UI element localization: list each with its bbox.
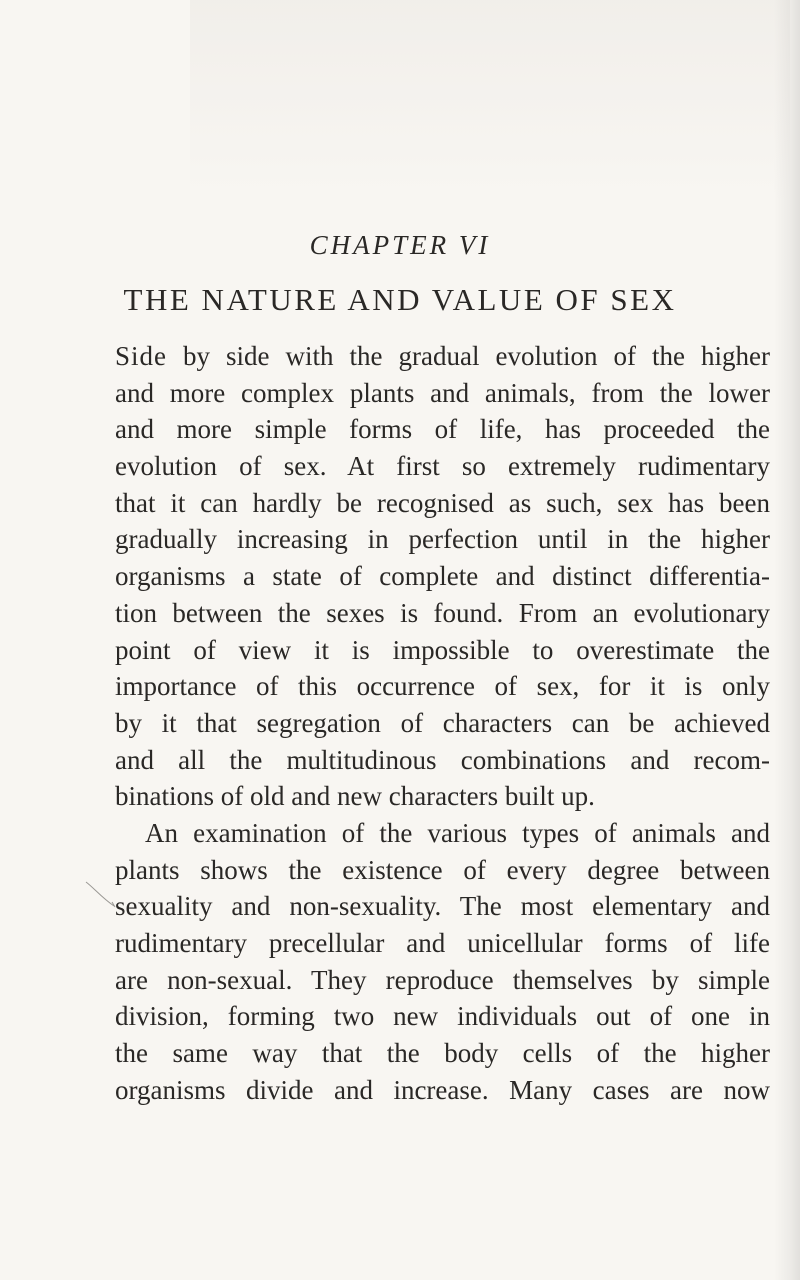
text-line: tion between the sexes is found. From an evolutionary [115, 597, 770, 628]
text-line: plants shows the existence of every degree between [115, 854, 770, 885]
text-line: binations of old and new characters built up. [115, 781, 595, 812]
pencil-mark [84, 880, 118, 910]
text-line: division, forming two new individuals out of one in [115, 1001, 770, 1032]
opening-word: Side [115, 341, 168, 371]
show-through-shadow [190, 0, 790, 200]
text-line: and all the multitudinous combinations and recom- [115, 744, 770, 775]
page-edge-shadow [774, 0, 800, 1280]
text-line: and more complex plants and animals, from the lower [115, 377, 770, 408]
text-line: rudimentary precellular and unicellular forms of life [115, 928, 770, 958]
body-text [115, 338, 770, 1108]
text-line: are non-sexual. They reproduce themselves by simple [115, 964, 770, 995]
text-line: An examination of the various types of animals and [145, 817, 770, 848]
text-line [115, 338, 770, 375]
chapter-title: THE NATURE AND VALUE OF SEX [123, 282, 677, 317]
text-line: sexuality and non-sexuality. The most elementary and [115, 891, 770, 922]
text-line: and more simple forms of life, has proceeded the [115, 414, 770, 445]
text-line: gradually increasing in perfection until in the higher [115, 524, 770, 555]
chapter-label: CHAPTER VI [309, 230, 491, 260]
text-line: importance of this occurrence of sex, for it is only [115, 671, 770, 702]
text-line: that it can hardly be recognised as such, sex has been [115, 487, 770, 518]
text-line: organisms divide and increase. Many cases are now [115, 1074, 770, 1105]
text-line: the same way that the body cells of the higher [115, 1038, 770, 1069]
text-line: evolution of sex. At first so extremely rudimentary [115, 451, 770, 482]
text-line: point of view it is impossible to overestimate the [115, 634, 770, 665]
text-line: by it that segregation of characters can be achieved [115, 707, 770, 738]
text-line: organisms a state of complete and distinct differentia- [115, 561, 770, 592]
text-line-rest: by side with the gradual evolution of the higher [183, 341, 770, 371]
